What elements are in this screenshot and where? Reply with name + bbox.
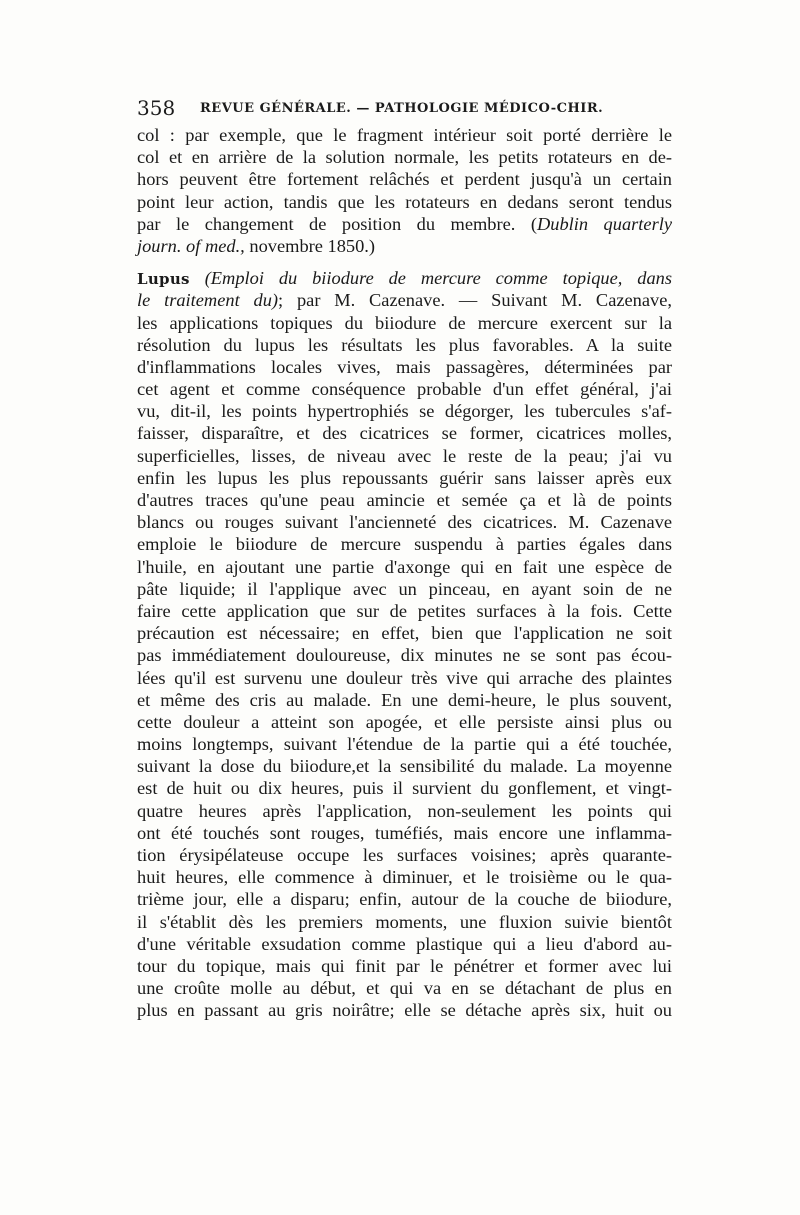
- text-line: superficielles, lisses, de niveau avec le reste de la peau; j'ai vu: [137, 445, 672, 466]
- text-line: pâte liquide; il l'applique avec un pinceau, en ayant soin de ne: [137, 578, 672, 599]
- page-header: [137, 98, 677, 122]
- citation-date: novembre 1850.): [244, 235, 376, 256]
- text-line: une croûte molle au début, et qui va en se détachant de plus en: [137, 978, 672, 999]
- body-text: [137, 124, 672, 1022]
- text-line: d'autres traces qu'une peau amincie et semée ça et là de points: [137, 490, 672, 510]
- text-line: huit heures, elle commence à diminuer, et le troisième ou le qua-: [137, 867, 672, 888]
- text-line: [137, 267, 672, 289]
- text-line: col : par exemple, que le fragment intérieur soit porté derrière le: [137, 125, 672, 145]
- text-line: [137, 213, 672, 235]
- text-line: vu, dit-il, les points hypertrophiés se dégorger, les tubercules s'af-: [137, 401, 672, 422]
- text-line: plus en passant au gris noirâtre; elle se détache après six, huit ou: [137, 1000, 672, 1021]
- text-line: pas immédiatement douloureuse, dix minutes ne se sont pas écou-: [137, 645, 672, 666]
- text-line: d'inflammations locales vives, mais passagères, déterminées par: [137, 356, 672, 377]
- text-line: précaution est nécessaire; en effet, bien que l'application ne soit: [137, 623, 672, 644]
- text-line: blancs ou rouges suivant l'ancienneté des cicatrices. M. Cazenave: [137, 512, 672, 533]
- page-number: 358: [137, 96, 176, 120]
- text-line: tion érysipélateuse occupe les surfaces voisines; après quarante-: [137, 845, 672, 865]
- text-line: suivant la dose du biiodure,et la sensibilité du malade. La moyenne: [137, 756, 672, 777]
- text-run: par le changement de position du membre. (: [137, 213, 537, 234]
- text-line: et même des cris au malade. En une demi-heure, le plus souvent,: [137, 689, 672, 710]
- text-line: quatre heures après l'application, non-seulement les points qui: [137, 800, 672, 821]
- text-line: point leur action, tandis que les rotateurs en dedans seront tendus: [137, 191, 672, 212]
- text-line: ont été touchés sont rouges, tuméfiés, mais encore une inflamma-: [137, 822, 672, 843]
- text-line: hors peuvent être fortement relâchés et perdent jusqu'à un certain: [137, 169, 672, 190]
- text-line: trième jour, elle a disparu; enfin, autour de la couche de biiodure,: [137, 889, 672, 910]
- section-subtitle-end: le traitement du): [137, 290, 279, 311]
- text-line: cette douleur a atteint son apogée, et elle persiste ainsi plus ou: [137, 711, 672, 732]
- text-line: résolution du lupus les résultats les plus favorables. A la suite: [137, 334, 672, 355]
- text-line: il s'établit dès les premiers moments, une fluxion suivie bientôt: [137, 911, 672, 932]
- text-run: ; par M. Cazenave. — Suivant M. Cazenave,: [278, 290, 672, 311]
- text-line: lées qu'il est survenu une douleur très vive qui arrache des plaintes: [137, 667, 672, 688]
- text-line: faisser, disparaître, et des cicatrices se former, cicatrices molles,: [137, 423, 672, 444]
- text-line: col et en arrière de la solution normale, les petits rotateurs en de-: [137, 147, 672, 168]
- paragraph-lupus: [137, 267, 672, 1021]
- text-line: est de huit ou dix heures, puis il survient du gonflement, et vingt-: [137, 778, 672, 799]
- text-line: l'huile, en ajoutant une partie d'axonge qui en fait une espèce de: [137, 556, 672, 577]
- section-subtitle: (Emploi du biiodure de mercure comme topique, dans: [204, 268, 672, 289]
- citation-journal: Dublin quarterly: [536, 213, 672, 234]
- text-line: d'une véritable exsudation comme plastique qui a lieu d'abord au-: [137, 933, 672, 954]
- text-line: les applications topiques du biiodure de mercure exercent sur la: [137, 312, 672, 333]
- paragraph-fracture: [137, 124, 672, 257]
- text-line: faire cette application que sur de petites surfaces à la fois. Cette: [137, 600, 672, 621]
- citation-journal-abbrev: journ. of med.,: [137, 235, 245, 256]
- text-line: enfin les lupus les plus repoussants guérir sans laisser après eux: [137, 467, 672, 488]
- text-line: tour du topique, mais qui finit par le pénétrer et former avec lui: [137, 955, 672, 976]
- text-line: [137, 235, 672, 257]
- text-line: cet agent et comme conséquence probable d'un effet général, j'ai: [137, 379, 672, 400]
- section-title: Lupus: [137, 270, 190, 289]
- text-line: moins longtemps, suivant l'étendue de la partie qui a été touchée,: [137, 734, 672, 755]
- text-line: [137, 289, 672, 311]
- text-line: emploie le biiodure de mercure suspendu à parties égales dans: [137, 534, 672, 555]
- running-head: REVUE GÉNÉRALE. — PATHOLOGIE MÉDICO-CHIR.: [200, 101, 604, 116]
